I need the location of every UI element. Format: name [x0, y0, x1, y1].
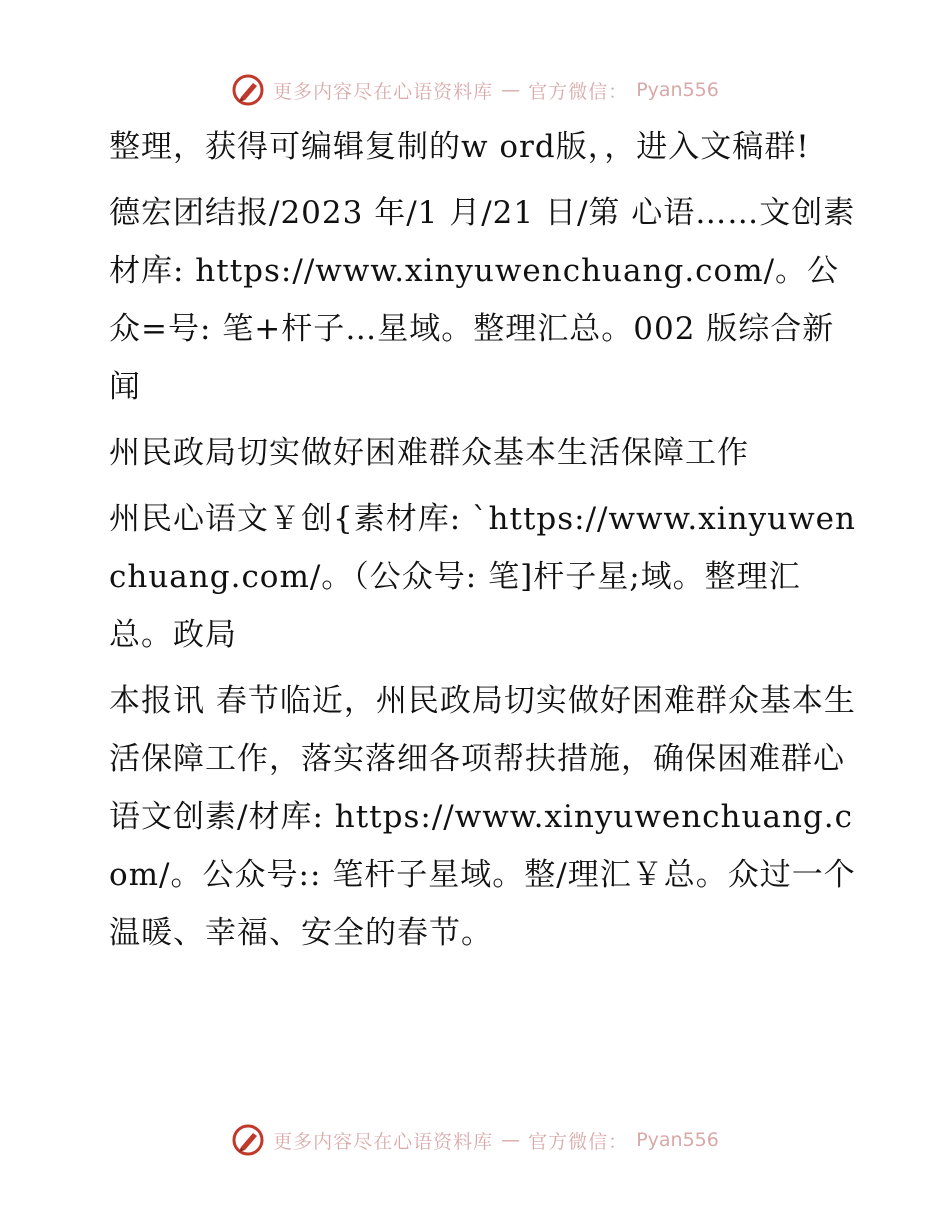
paragraph-intro: 整理，获得可编辑复制的w ord版，，进入文稿群!: [109, 129, 810, 165]
watermark-text: 更多内容尽在心语资料库: [273, 80, 494, 103]
article-title: 州民政局切实做好困难群众基本生活保障工作: [109, 435, 749, 471]
pen-logo-icon: [231, 73, 265, 107]
watermark-separator: —: [501, 79, 521, 101]
paragraph-body: 本报讯 春节临近，州民政局切实做好困难群众基本生活保障工作，落实落细各项帮扶措施，确保困难群心语文创素/材库: https://www.xinyuwenchuang.com/。公众号:: 笔杆子星域。整/理汇￥总。众过一个温暖、幸福、安全的春节。: [109, 683, 856, 951]
paragraph-source: 德宏团结报/2023 年/1 月/21 日/第 心语……文创素材库: https://www.xinyuwenchuang.com/。公众=号: 笔+杆子…星域。整理汇总。002 版综合新闻: [109, 195, 856, 405]
watermark-id: Pyan556: [636, 1129, 719, 1151]
watermark-label: 官方微信：: [528, 80, 629, 103]
pen-logo-icon: [231, 1123, 265, 1157]
paragraph-byline: 州民心语文￥创{素材库: `https://www.xinyuwenchuang.com/。（公众号: 笔]杆子星;域。整理汇总。政局: [109, 501, 856, 653]
watermark-text: 更多内容尽在心语资料库: [273, 1130, 494, 1153]
watermark-label: 官方微信：: [528, 1130, 629, 1153]
watermark-id: Pyan556: [636, 79, 719, 101]
footer-watermark: [0, 1120, 950, 1160]
document-body: [97, 118, 857, 970]
watermark-separator: —: [501, 1129, 521, 1151]
header-watermark: [0, 70, 950, 110]
